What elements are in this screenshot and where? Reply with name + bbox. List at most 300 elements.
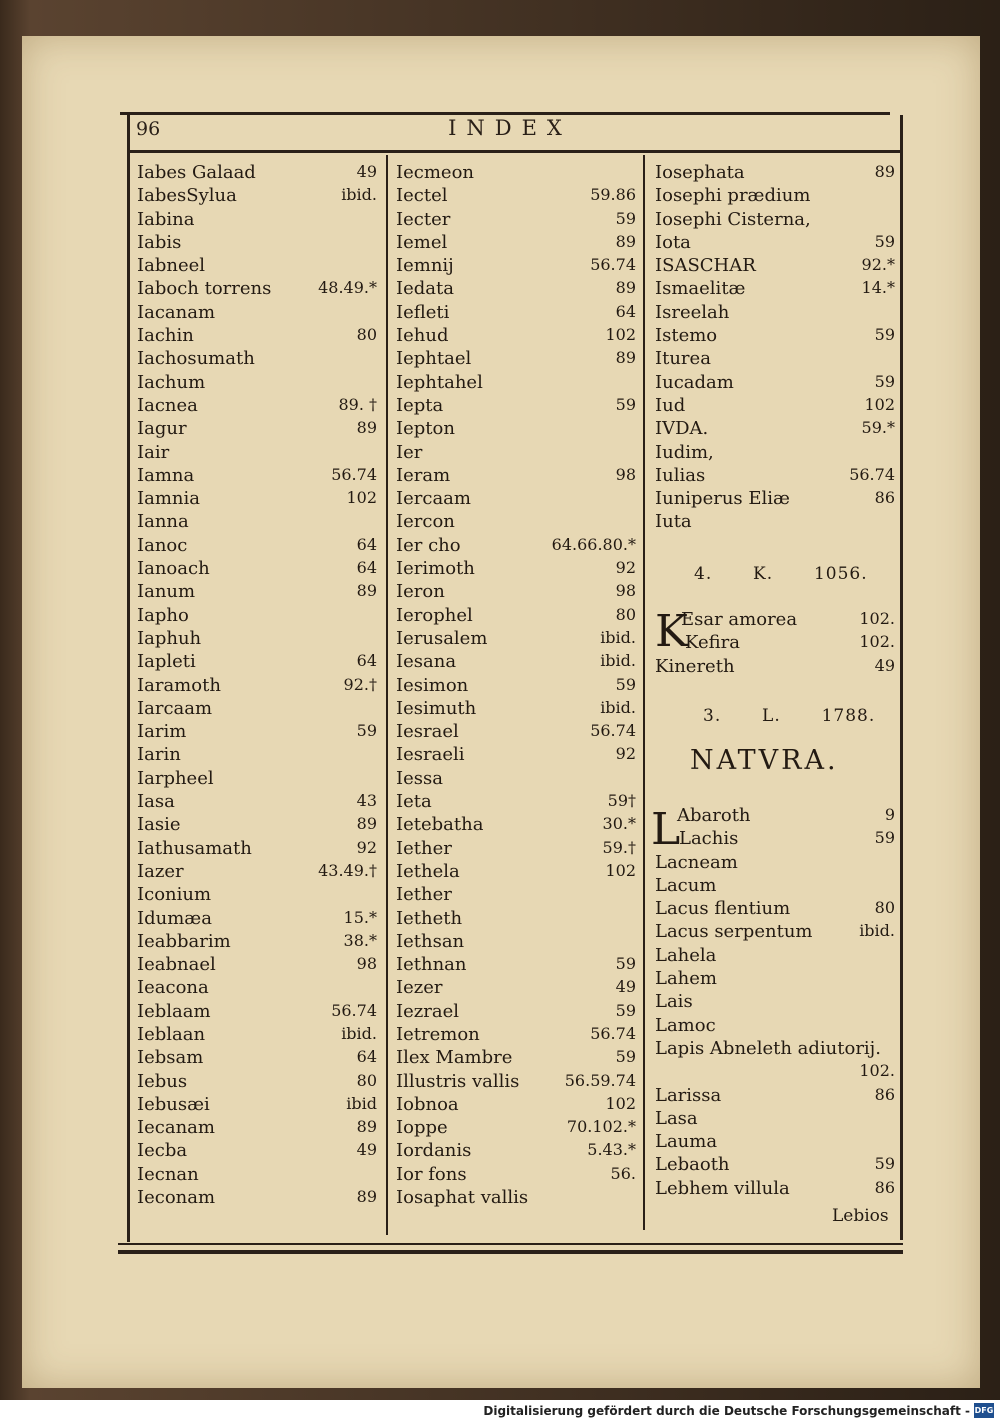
entry-reference: 80 [615, 604, 636, 624]
entry-term: Iobnoa [396, 1093, 459, 1115]
index-entry [396, 977, 636, 1000]
dfg-logo: DFG [974, 1403, 994, 1418]
index-entry [655, 1178, 895, 1201]
index-entry [655, 185, 895, 208]
entry-term: Ianoc [137, 534, 188, 556]
index-entry [137, 395, 377, 418]
index-entry [655, 395, 895, 418]
entry-reference: 102. [859, 609, 895, 628]
entry-term: Iemel [396, 231, 448, 253]
index-column-3-l [655, 805, 895, 1201]
entry-term: Iehud [396, 325, 449, 347]
index-entry [396, 628, 636, 651]
entry-term: Iephtael [396, 348, 472, 370]
entry-reference: 86 [874, 488, 895, 508]
entry-term: Lais [655, 991, 693, 1013]
entry-term: Iesana [396, 651, 457, 673]
entry-term: Iair [137, 441, 170, 463]
entry-reference: 89 [615, 348, 636, 368]
index-entry [655, 232, 895, 255]
entry-reference: 98 [356, 954, 377, 974]
entry-reference: 59 [874, 828, 895, 848]
entry-reference: 43 [356, 791, 377, 811]
entry-term: Ier [396, 441, 423, 463]
index-entry [137, 628, 377, 651]
entry-term: Lachis [679, 828, 739, 850]
index-entry [137, 581, 377, 604]
entry-term: Larissa [655, 1084, 722, 1106]
index-entry [137, 372, 377, 395]
entry-reference: 92.† [343, 674, 377, 694]
index-entry [396, 1094, 636, 1117]
entry-reference: 102 [605, 325, 636, 345]
entry-term: Iedata [396, 278, 454, 300]
entry-term: Iosephata [655, 162, 745, 183]
entry-reference: 59 [874, 371, 895, 391]
count-letter: K. [753, 564, 774, 584]
entry-reference: 56.74 [849, 464, 895, 484]
entry-term: Iecanam [137, 1117, 215, 1139]
column-divider-1 [386, 155, 388, 1235]
entry-reference: 80 [874, 898, 895, 918]
entry-reference: ibid. [600, 697, 636, 717]
footer-rule-top [118, 1243, 903, 1245]
entry-term: Ieram [396, 464, 451, 486]
entry-term: Ieacona [137, 977, 209, 999]
entry-term: Iacnea [137, 394, 198, 416]
entry-reference: ibid. [600, 651, 636, 671]
index-entry [396, 651, 636, 674]
entry-term: Iachin [137, 325, 194, 347]
entry-reference: 89 [615, 231, 636, 251]
entry-term: Iessa [396, 767, 443, 789]
entry-term: Ianna [137, 511, 189, 533]
index-entry [137, 232, 377, 255]
entry-reference: 89 [356, 814, 377, 834]
catchword: Lebios [832, 1206, 889, 1226]
index-entry [396, 535, 636, 558]
entry-term: Iercaam [396, 488, 471, 510]
entry-term: Iamna [137, 464, 195, 486]
entry-term: Iordanis [396, 1140, 472, 1162]
entry-reference: 38.* [343, 930, 377, 950]
index-entry [655, 1085, 895, 1108]
entry-reference: 56.74 [590, 255, 636, 275]
index-entry [137, 348, 377, 371]
entry-term: Kinereth [655, 655, 735, 677]
entry-term: Iectel [396, 185, 448, 207]
entry-term: Ieabnael [137, 954, 216, 976]
entry-reference: ibid. [859, 921, 895, 941]
entry-term: Iosaphat vallis [396, 1187, 529, 1209]
letter-count-l [703, 706, 876, 726]
entry-term: Iezer [396, 977, 443, 999]
entry-term: Ietremon [396, 1023, 480, 1045]
entry-term: Lahem [655, 968, 717, 990]
index-entry [655, 162, 895, 185]
index-entry [137, 442, 377, 465]
entry-reference: 49 [615, 977, 636, 997]
entry-term: Ieron [396, 581, 445, 603]
entry-term: Lacus flentium [655, 898, 791, 920]
entry-term: Kefira [685, 632, 740, 654]
entry-term: Ieblaam [137, 1000, 211, 1022]
index-entry [137, 861, 377, 884]
entry-term: Ianoach [137, 558, 210, 580]
section-heading: NATVRA. [690, 745, 839, 776]
footer-credit: Digitalisierung gefördert durch die Deutsche Forschungsgemeinschaft - [483, 1404, 970, 1418]
entry-term: Iethsan [396, 930, 465, 952]
index-entry [396, 255, 636, 278]
index-entry [396, 884, 636, 907]
index-entry [137, 1001, 377, 1024]
count-total: 1056. [813, 564, 868, 584]
index-entry [137, 1164, 377, 1187]
entry-term: Illustris vallis [396, 1070, 520, 1092]
footer-band [0, 1400, 1000, 1423]
index-entry [655, 278, 895, 301]
entry-term: Iachum [137, 371, 206, 393]
index-column-3 [655, 162, 895, 535]
entry-term: Iudim, [655, 441, 714, 463]
entry-term: Iaboch torrens [137, 278, 272, 300]
entry-term: Iesimon [396, 674, 469, 696]
index-entry [137, 1140, 377, 1163]
index-entry [137, 884, 377, 907]
entry-reference: 102 [864, 394, 895, 414]
index-entry [137, 721, 377, 744]
entry-term: Iacanam [137, 301, 216, 323]
entry-term: Iucadam [655, 371, 734, 393]
index-entry [396, 581, 636, 604]
entry-term: Iecter [396, 208, 451, 230]
entry-term: Lacus serpentum [655, 921, 813, 943]
index-entry [137, 1071, 377, 1094]
index-entry [137, 1117, 377, 1140]
entry-term: Iabes Galaad [137, 162, 256, 183]
entry-reference: 14.* [861, 278, 895, 298]
entry-term: Ier cho [396, 534, 461, 556]
entry-reference: 92 [615, 744, 636, 764]
entry-term: Ioppe [396, 1117, 448, 1139]
entry-reference: 59 [615, 394, 636, 414]
entry-reference: 64 [356, 651, 377, 671]
index-entry [396, 418, 636, 441]
footer-rule-bottom [118, 1250, 903, 1254]
entry-reference: 48.49.* [318, 278, 377, 298]
index-entry [137, 651, 377, 674]
index-entry [396, 232, 636, 255]
entry-term: Iud [655, 394, 686, 416]
entry-reference: 5.43.* [587, 1140, 636, 1160]
index-entry [655, 465, 895, 488]
entry-term: Ierimoth [396, 558, 475, 580]
entry-reference: 49 [874, 655, 895, 675]
entry-term: Iarpheel [137, 767, 214, 789]
entry-reference: 89. † [338, 394, 377, 414]
entry-term: Iturea [655, 348, 711, 370]
entry-term: Iabis [137, 231, 182, 253]
index-entry [396, 302, 636, 325]
index-entry [655, 442, 895, 465]
entry-reference: 86 [874, 1084, 895, 1104]
entry-reference: 92 [356, 837, 377, 857]
entry-term: Iachosumath [137, 348, 255, 370]
index-entry [655, 805, 895, 828]
index-entry [396, 1117, 636, 1140]
entry-term: Ismaelitæ [655, 278, 746, 300]
entry-reference: 64 [356, 1047, 377, 1067]
entry-term: Iathusamath [137, 837, 252, 859]
entry-term: Iconium [137, 884, 212, 906]
index-entry [396, 768, 636, 791]
entry-term: Ieta [396, 791, 432, 813]
entry-reference: 89 [356, 1117, 377, 1137]
index-entry [137, 255, 377, 278]
index-entry [137, 162, 377, 185]
index-entry [396, 348, 636, 371]
entry-reference: 98 [615, 464, 636, 484]
index-entry [396, 791, 636, 814]
entry-term: Iesimuth [396, 697, 477, 719]
entry-term: Iecnan [137, 1163, 199, 1185]
index-entry [655, 875, 895, 898]
entry-term: Iefleti [396, 301, 450, 323]
entry-term: Ieconam [137, 1187, 216, 1209]
index-entry [137, 838, 377, 861]
entry-term: Iezrael [396, 1000, 459, 1022]
index-entry [396, 325, 636, 348]
entry-term: Iepton [396, 418, 455, 440]
entry-term: Iarim [137, 721, 187, 743]
entry-term: Esar amorea [681, 609, 798, 630]
index-entry [396, 1071, 636, 1094]
entry-term: Lauma [655, 1131, 718, 1153]
entry-term: Iabneel [137, 255, 206, 277]
entry-reference: 15.* [343, 907, 377, 927]
entry-term: Iesraeli [396, 744, 465, 766]
entry-term: Iercon [396, 511, 455, 533]
header-rule [120, 112, 890, 115]
index-column-2 [396, 162, 636, 1210]
entry-reference: 30.* [602, 814, 636, 834]
entry-term: Lebaoth [655, 1154, 730, 1176]
entry-term: Iemnij [396, 255, 454, 277]
count-number: 3. [703, 706, 722, 726]
entry-term: Ieblaan [137, 1023, 206, 1045]
count-total: 1788. [821, 706, 876, 726]
entry-reference: 59 [615, 1000, 636, 1020]
entry-term: Iasie [137, 814, 181, 836]
index-entry [655, 511, 895, 534]
entry-reference: 80 [356, 1070, 377, 1090]
entry-term: Ietebatha [396, 814, 484, 836]
index-entry [396, 908, 636, 931]
index-entry [396, 372, 636, 395]
index-entry [396, 442, 636, 465]
entry-reference: ibid. [341, 185, 377, 205]
count-number: 4. [694, 564, 713, 584]
entry-reference: 59 [874, 1154, 895, 1174]
index-entry [137, 605, 377, 628]
index-entry [137, 535, 377, 558]
entry-reference: 56.74 [590, 721, 636, 741]
entry-reference: 59 [874, 231, 895, 251]
entry-term: Iosephi prædium [655, 185, 811, 207]
entry-reference: 102 [605, 1093, 636, 1113]
index-entry [396, 838, 636, 861]
entry-term: Lahela [655, 944, 717, 966]
index-entry [137, 768, 377, 791]
entry-reference: 102 [605, 860, 636, 880]
entry-term: Lapis Abneleth adiutorij. [655, 1037, 881, 1059]
entry-term: Iaphuh [137, 627, 202, 649]
index-entry [396, 1024, 636, 1047]
right-border-rule [900, 115, 903, 1240]
index-entry [137, 744, 377, 767]
entry-reference: 98 [615, 581, 636, 601]
header-underline [128, 150, 900, 153]
index-entry [655, 991, 895, 1014]
index-entry [396, 861, 636, 884]
entry-reference: 64.66.80.* [551, 534, 636, 554]
entry-term: Iagur [137, 418, 187, 440]
index-entry [137, 418, 377, 441]
entry-term: Lasa [655, 1107, 698, 1129]
index-entry [655, 1061, 895, 1084]
index-entry [137, 325, 377, 348]
index-entry [655, 656, 895, 679]
index-entry [396, 744, 636, 767]
entry-term: Abaroth [677, 805, 751, 826]
entry-term: Istemo [655, 325, 718, 347]
entry-reference: 59 [874, 325, 895, 345]
entry-term: Iulias [655, 464, 706, 486]
entry-reference: 59 [615, 674, 636, 694]
index-entry [396, 954, 636, 977]
index-entry [655, 632, 895, 655]
entry-reference: 92 [615, 558, 636, 578]
entry-term: Iephtahel [396, 371, 483, 393]
entry-term: Lacum [655, 874, 717, 896]
entry-term: Iapho [137, 604, 189, 626]
dropcap-l: L [651, 804, 681, 855]
index-entry [655, 1038, 895, 1061]
entry-term: Iecmeon [396, 162, 474, 183]
entry-term: Idumæa [137, 907, 212, 929]
entry-reference: 59 [615, 1047, 636, 1067]
entry-reference: 92.* [861, 255, 895, 275]
index-entry [396, 1001, 636, 1024]
entry-reference: 102 [346, 488, 377, 508]
entry-reference: ibid. [600, 627, 636, 647]
index-entry [137, 185, 377, 208]
index-entry [655, 255, 895, 278]
entry-term: Iabina [137, 208, 195, 230]
entry-term: IabesSylua [137, 185, 237, 207]
entry-reference: 59.† [602, 837, 636, 857]
index-entry [396, 1187, 636, 1210]
index-entry [396, 675, 636, 698]
entry-term: IVDA. [655, 418, 709, 440]
entry-reference: ibid [346, 1093, 377, 1113]
index-entry [137, 1047, 377, 1070]
entry-term: Iebusæi [137, 1093, 210, 1115]
entry-term: Iepta [396, 394, 444, 416]
entry-term: Iaramoth [137, 674, 221, 696]
index-entry [137, 791, 377, 814]
index-entry [137, 1187, 377, 1210]
index-entry [137, 698, 377, 721]
index-entry [396, 931, 636, 954]
index-entry [396, 465, 636, 488]
index-entry [396, 814, 636, 837]
index-entry [137, 814, 377, 837]
entry-term: Iarin [137, 744, 181, 766]
entry-term: Iasa [137, 791, 175, 813]
entry-term: Lacneam [655, 851, 738, 873]
entry-term: Isreelah [655, 301, 730, 323]
column-divider-2 [643, 155, 645, 1230]
index-entry [655, 488, 895, 511]
index-entry [655, 418, 895, 441]
entry-reference: 89 [356, 581, 377, 601]
entry-reference: 43.49.† [318, 860, 377, 880]
index-entry [655, 852, 895, 875]
entry-term: Ieabbarim [137, 930, 231, 952]
index-entry [396, 1164, 636, 1187]
page-title: INDEX [448, 116, 572, 140]
entry-term: Ietheth [396, 907, 463, 929]
index-entry [396, 511, 636, 534]
entry-term: Ianum [137, 581, 196, 603]
entry-reference: 59.86 [590, 185, 636, 205]
entry-reference: 102. [859, 1061, 895, 1081]
index-entry [396, 395, 636, 418]
entry-reference: 59.* [861, 418, 895, 438]
entry-term: Iuniperus Eliæ [655, 488, 790, 510]
index-entry [396, 721, 636, 744]
entry-term: Iebsam [137, 1047, 204, 1069]
index-entry [137, 302, 377, 325]
index-entry [396, 278, 636, 301]
index-entry [655, 609, 895, 632]
index-entry [396, 1140, 636, 1163]
entry-term: Iether [396, 884, 452, 906]
index-entry [137, 488, 377, 511]
index-entry [396, 558, 636, 581]
index-entry [137, 931, 377, 954]
index-entry [655, 968, 895, 991]
entry-reference: 56.74 [590, 1023, 636, 1043]
entry-term: Iether [396, 837, 452, 859]
entry-reference: 49 [356, 162, 377, 181]
index-entry [137, 511, 377, 534]
index-entry [655, 348, 895, 371]
entry-reference: 59 [356, 721, 377, 741]
entry-term: Iazer [137, 860, 184, 882]
index-entry [655, 1015, 895, 1038]
entry-reference: 102. [859, 632, 895, 652]
index-entry [396, 605, 636, 628]
entry-reference: 59† [607, 791, 636, 811]
entry-reference: 9 [884, 805, 895, 824]
index-entry [655, 1108, 895, 1131]
entry-term: Ilex Mambre [396, 1047, 513, 1069]
index-entry [655, 372, 895, 395]
index-entry [655, 898, 895, 921]
entry-term: Iethnan [396, 954, 467, 976]
